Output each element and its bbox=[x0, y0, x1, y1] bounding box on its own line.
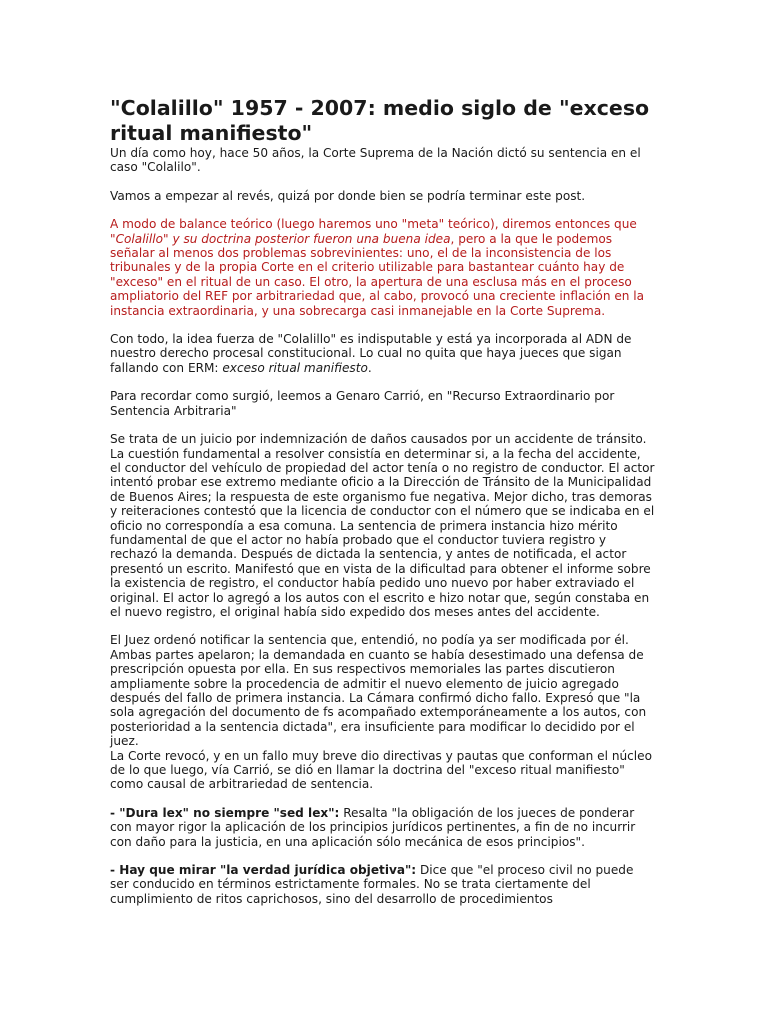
paragraph-verdad bbox=[110, 863, 655, 906]
article-title: "Colalillo" 1957 - 2007: medio siglo de "exceso ritual manifiesto" bbox=[110, 96, 650, 145]
paragraph-dura-lex bbox=[110, 806, 655, 849]
paragraph-case-facts: Se trata de un juicio por indemnización de daños causados por un accidente de tránsito. La cuestión fundamental a resolver consistía en determinar si, a la fecha del accidente, el conductor del vehículo de propiedad del actor tenía o no registro de conductor. El actor intentó probar ese extremo mediante oficio a la Dirección de Tránsito de la Municipalidad de Buenos Aires; la respuesta de este organismo fue negativa. Mejor dicho, tras demoras y reiteraciones contestó que la licencia de conductor con el número que se indicaba en el oficio no correspondía a esa comuna. La sentencia de primera instancia hizo mérito fundamental de que el actor no había probado que el conductor tuviera registro y rechazó la demanda. Después de dictada la sentencia, y antes de notificada, el actor presentó un escrito. Manifestó que en vista de la dificultad para obtener el informe sobre la existencia de registro, el conductor había pedido uno nuevo por haber extraviado el original. El actor lo agregó a los autos con el escrito e hizo notar que, según constaba en el nuevo registro, el original había sido expedido dos meses antes del accidente. bbox=[110, 432, 655, 619]
balance-text-end: , pero a la que le podemos señalar al menos dos problemas sobrevinientes: uno, el de la inconsistencia de los tribunales y de la propia Corte en el criterio utilizable para bastantear cuánto hay de "exceso" en el ritual de un caso. El otro, la apertura de una esclusa más en el proceso ampliatorio del REF por arbitrariedad que, al cabo, provocó una creciente inflación en la instancia extraordinaria, y una sobrecarga casi inmanejable en la Corte Suprema. bbox=[110, 231, 645, 318]
balance-text-start: A modo de balance teórico (luego haremos uno "meta" teórico), diremos entonces que " bbox=[110, 217, 637, 246]
paragraph-idea-fuerza bbox=[110, 332, 655, 375]
document-page bbox=[110, 96, 655, 920]
paragraph-reves: Vamos a empezar al revés, quizá por donde bien se podría terminar este post. bbox=[110, 188, 586, 203]
idea-text-end: . bbox=[367, 360, 372, 375]
paragraph-carrio: Para recordar como surgió, leemos a Genaro Carrió, en "Recurso Extraordinario por Sentencia Arbitraria" bbox=[110, 389, 615, 418]
dura-lex-heading: - "Dura lex" no siempre "sed lex": bbox=[110, 805, 340, 820]
verdad-text: Dice que "el proceso civil no puede ser conducido en términos estrictamente formales. No se trata ciertamente del cumplimiento de ritos caprichosos, sino del desarrollo de procedimientos bbox=[110, 863, 634, 906]
idea-italic: exceso ritual manifiesto bbox=[222, 360, 368, 375]
verdad-heading: - Hay que mirar "la verdad jurídica objetiva": bbox=[110, 863, 417, 878]
paragraph-balance bbox=[110, 217, 655, 318]
paragraph-corte: La Corte revocó, y en un fallo muy breve dio directivas y pautas que conforman el núcleo de lo que luego, vía Carrió, se dió en llamar la doctrina del "exceso ritual manifiesto" como causal de arbitrariedad de sentencia. bbox=[110, 748, 653, 792]
paragraph-judge: El Juez ordenó notificar la sentencia que, entendió, no podía ya ser modificada por él. Ambas partes apelaron; la demandada en cuanto se había desestimado una defensa de prescripción opuesta por ella. En sus respectivos memoriales las partes discutieron ampliamente sobre la procedencia de admitir el nuevo elemento de juicio agregado después del fallo de primera instancia. La Cámara confirmó dicho fallo. Expresó que "la sola agregación del documento de fs acompañado extemporáneamente a los autos, con posterioridad a la sentencia dictada", era insuficiente para modificar lo decidido por el juez. bbox=[110, 633, 647, 749]
idea-text-start: Con todo, la idea fuerza de "Colalillo" es indisputable y está ya incorporada al ADN de nuestro derecho procesal constitucional. Lo cual no quita que haya jueces que sigan fallando con ERM: bbox=[110, 332, 632, 375]
balance-italic: Colalillo" y su doctrina posterior fueron una buena idea bbox=[115, 231, 451, 246]
dura-lex-text: Resalta "la obligación de los jueces de ponderar con mayor rigor la aplicación de los principios jurídicos pertinentes, a fin de no incurrir con daño para la justicia, en una aplicación sólo mecánica de esos principios". bbox=[110, 805, 636, 849]
paragraph-intro: Un día como hoy, hace 50 años, la Corte Suprema de la Nación dictó su sentencia en el caso "Colalilo". bbox=[110, 146, 641, 175]
